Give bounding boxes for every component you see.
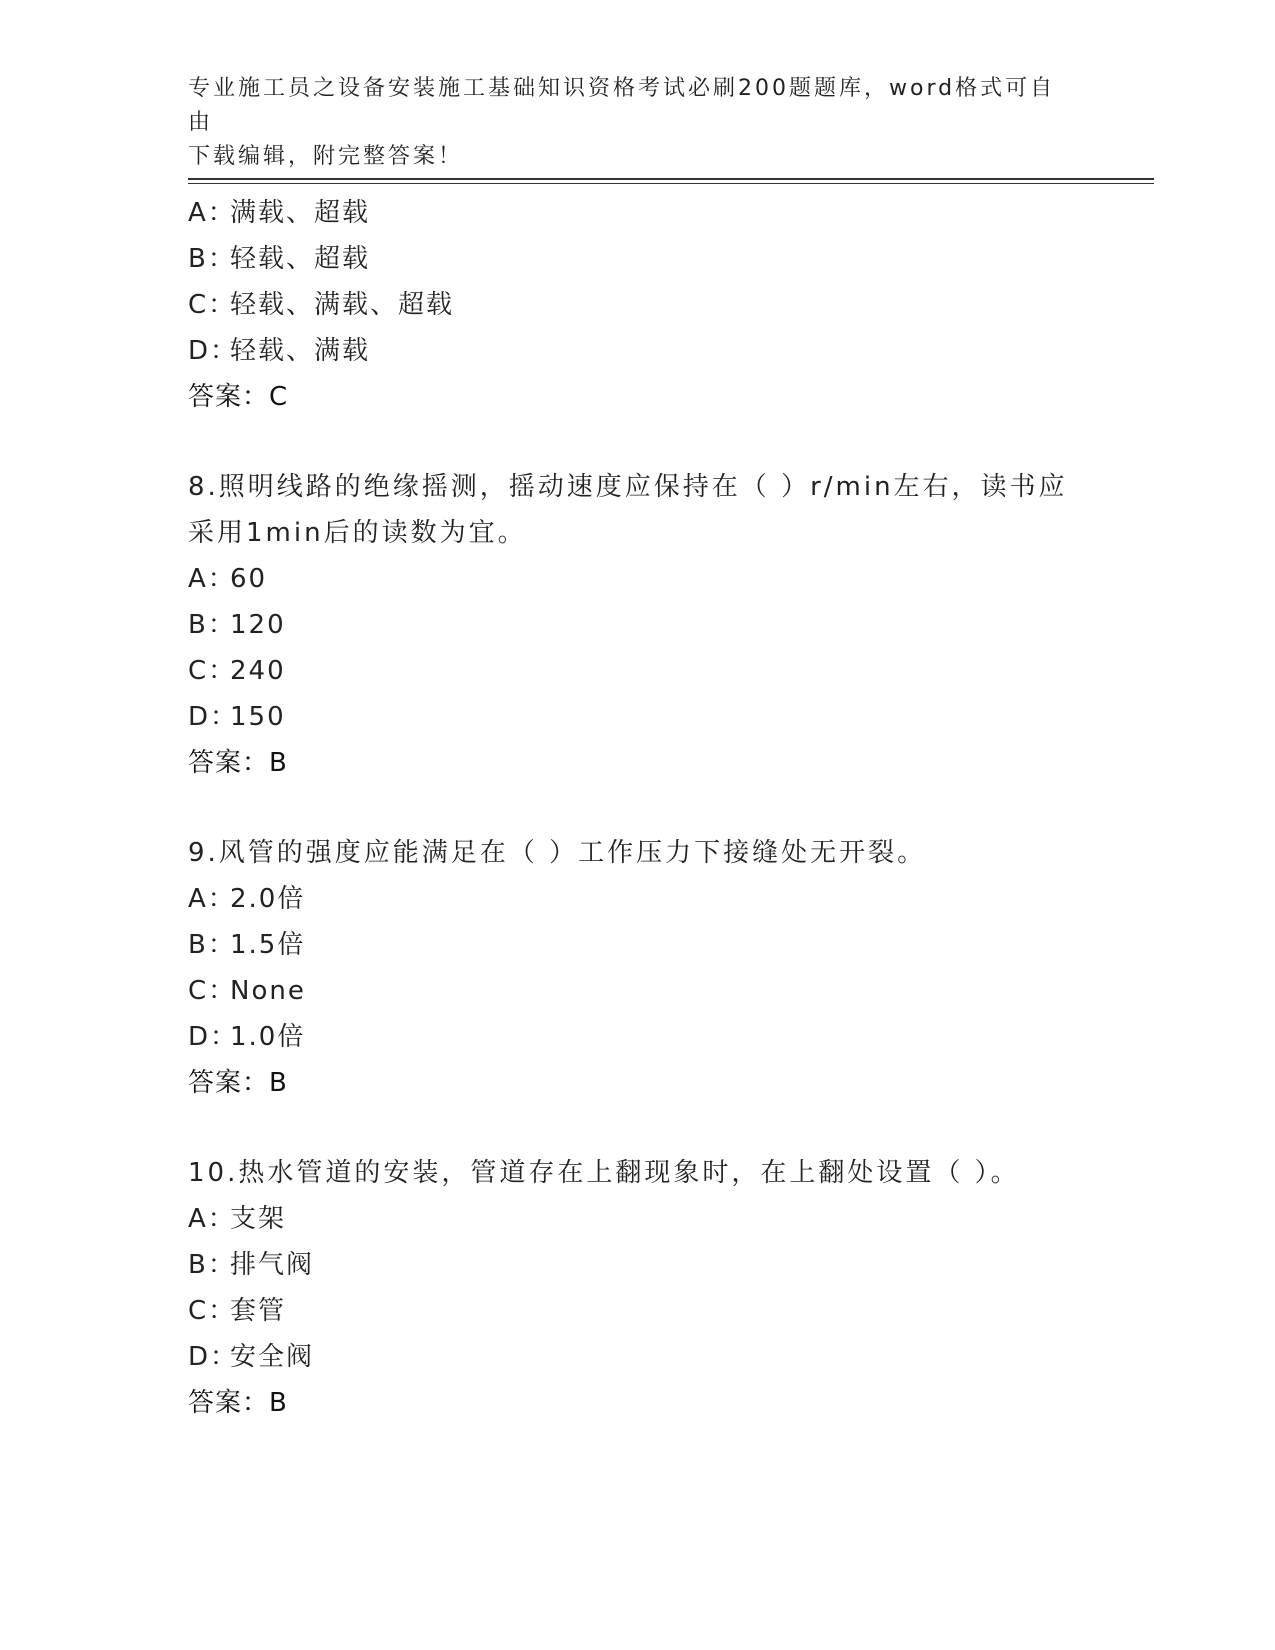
question-9 xyxy=(188,830,1088,1106)
spacer xyxy=(188,786,1088,830)
option-c: C：240 xyxy=(188,656,286,686)
answer-line: 答案：C xyxy=(188,382,289,412)
option-d: D：轻载、满载 xyxy=(188,336,371,366)
option-b: B：排气阀 xyxy=(188,1250,315,1280)
header-line-2: 下载编辑，附完整答案！ xyxy=(188,144,464,169)
answer-line: 答案：B xyxy=(188,1388,288,1418)
header-divider-thin xyxy=(188,183,1154,184)
header-line-1: 专业施工员之设备安装施工基础知识资格考试必刷200题题库，word格式可自由 xyxy=(188,76,1056,135)
option-d: D：安全阀 xyxy=(188,1342,315,1372)
option-b: B：1.5倍 xyxy=(188,930,306,960)
option-c: C：轻载、满载、超载 xyxy=(188,290,455,320)
option-d: D：150 xyxy=(188,702,286,732)
question-7 xyxy=(188,190,1088,420)
option-a: A：60 xyxy=(188,564,268,594)
option-a: A：支架 xyxy=(188,1204,287,1234)
answer-line: 答案：B xyxy=(188,1068,288,1098)
question-list xyxy=(188,190,1088,1426)
header-divider-thick xyxy=(188,178,1154,180)
spacer xyxy=(188,1106,1088,1150)
spacer xyxy=(188,420,1088,464)
question-stem: 8.照明线路的绝缘摇测，摇动速度应保持在（ ）r/min左右，读书应 采用1min后的读数为宜。 xyxy=(188,472,1068,548)
option-b: B：120 xyxy=(188,610,286,640)
document-header xyxy=(188,72,1068,174)
option-c: C：None xyxy=(188,976,306,1006)
answer-line: 答案：B xyxy=(188,748,288,778)
question-stem: 9.风管的强度应能满足在（ ）工作压力下接缝处无开裂。 xyxy=(188,838,927,868)
question-10 xyxy=(188,1150,1088,1426)
question-8 xyxy=(188,464,1088,786)
option-a: A：满载、超载 xyxy=(188,198,371,228)
option-b: B：轻载、超载 xyxy=(188,244,371,274)
question-stem: 10.热水管道的安装，管道存在上翻现象时，在上翻处设置（ ）。 xyxy=(188,1158,1020,1188)
option-c: C：套管 xyxy=(188,1296,287,1326)
option-d: D：1.0倍 xyxy=(188,1022,306,1052)
option-a: A：2.0倍 xyxy=(188,884,306,914)
